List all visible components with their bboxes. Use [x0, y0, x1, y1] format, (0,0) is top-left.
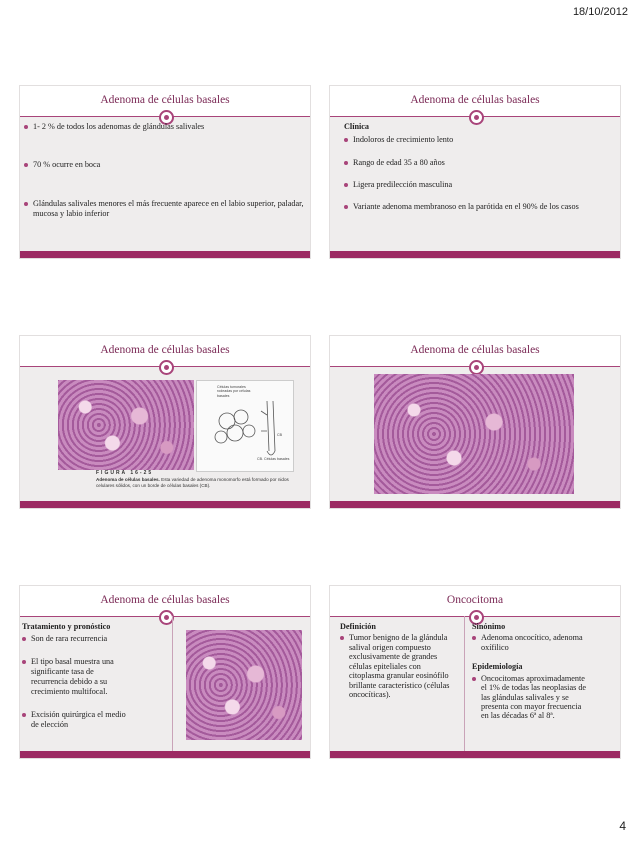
- sketch-label: CB: [277, 433, 282, 437]
- slide-title: Adenoma de células basales: [100, 594, 230, 606]
- slide-body-right: [472, 622, 590, 733]
- slide-footer-bar: [20, 501, 310, 508]
- slide-6[interactable]: [330, 586, 620, 758]
- slide-title: Adenoma de células basales: [100, 344, 230, 356]
- slide-footer-bar: [330, 251, 620, 258]
- slide-1[interactable]: [20, 86, 310, 258]
- figure-caption: [96, 470, 292, 488]
- histology-image: [374, 374, 574, 494]
- slide-body: [22, 622, 132, 742]
- slide-title: Adenoma de células basales: [410, 344, 540, 356]
- figure-caption-text: Esta variedad de adenoma monomorfo está formado por nidos celulares sólidos, con un borde de células basales (CB).: [96, 477, 289, 488]
- slide-title: Adenoma de células basales: [100, 94, 230, 106]
- header-divider-ornament: [469, 360, 484, 375]
- slide-title: Oncocitoma: [446, 594, 504, 606]
- column-divider: [172, 616, 173, 751]
- figure-label: FIGURA 16-25: [96, 470, 154, 476]
- header-date: 18/10/2012: [572, 6, 628, 18]
- section-heading: Definición: [340, 622, 376, 631]
- sketch-label: Células tumorales rodeadas por células basales: [217, 385, 251, 398]
- bullet-item: Adenoma oncocítico, adenoma oxífilico: [472, 633, 590, 652]
- bullet-item: Variante adenoma membranoso en la parótida en el 90% de los casos: [344, 202, 616, 212]
- schematic-drawing: [196, 380, 294, 472]
- bullet-item: Rango de edad 35 a 80 años: [344, 158, 616, 168]
- slide-footer-bar: [330, 751, 620, 758]
- figure-caption-title: Adenoma de células basales.: [96, 477, 160, 482]
- sketch-label: CB. Células basales: [257, 457, 290, 461]
- histology-image: [58, 380, 194, 470]
- page-number: 4: [619, 819, 626, 833]
- histology-image: [186, 630, 302, 740]
- slide-footer-bar: [330, 501, 620, 508]
- bullet-item: Son de rara recurrencia: [22, 634, 132, 644]
- bullet-item: 70 % ocurre en boca: [24, 160, 306, 170]
- slide-2[interactable]: [330, 86, 620, 258]
- bullet-item: Ligera predilección masculina: [344, 180, 616, 190]
- slide-body: [344, 122, 616, 224]
- section-heading: Clínica: [344, 122, 370, 131]
- slide-title: Adenoma de células basales: [410, 94, 540, 106]
- bullet-item: Tumor benigno de la glándula salival origen compuesto exclusivamente de grandes células epiteliales con citoplasma granular eosinófilo brillante característico (células oncocíticas).: [340, 633, 456, 699]
- section-heading: Epidemiología: [472, 662, 523, 672]
- section-heading: Tratamiento y pronóstico: [22, 622, 111, 631]
- section-heading: Sinónimo: [472, 622, 506, 631]
- slide-footer-bar: [20, 751, 310, 758]
- slide-5[interactable]: [20, 586, 310, 758]
- bullet-item: Oncocitomas aproximadamente el 1% de todas las neoplasias de las glándulas salivales y se presenta con mayor frecuencia en las décadas 6ª al 8ª.: [472, 674, 590, 721]
- bullet-item: 1- 2 % de todos los adenomas de glándulas salivales: [24, 122, 306, 132]
- bullet-item: Excisión quirúrgica el medio de elección: [22, 710, 132, 731]
- slide-body-left: [340, 622, 456, 711]
- slide-3[interactable]: [20, 336, 310, 508]
- column-divider: [464, 616, 465, 751]
- bullet-item: El tipo basal muestra una significante tasa de recurrencia debido a su crecimiento multifocal.: [22, 657, 132, 698]
- header-divider-ornament: [159, 360, 174, 375]
- slide-4[interactable]: [330, 336, 620, 508]
- bullet-item: Indoloros de crecimiento lento: [344, 135, 616, 145]
- bullet-item: Glándulas salivales menores el más frecuente aparece en el labio superior, paladar, mucosa y labio inferior: [24, 199, 306, 220]
- slide-body: [24, 122, 306, 231]
- slide-footer-bar: [20, 251, 310, 258]
